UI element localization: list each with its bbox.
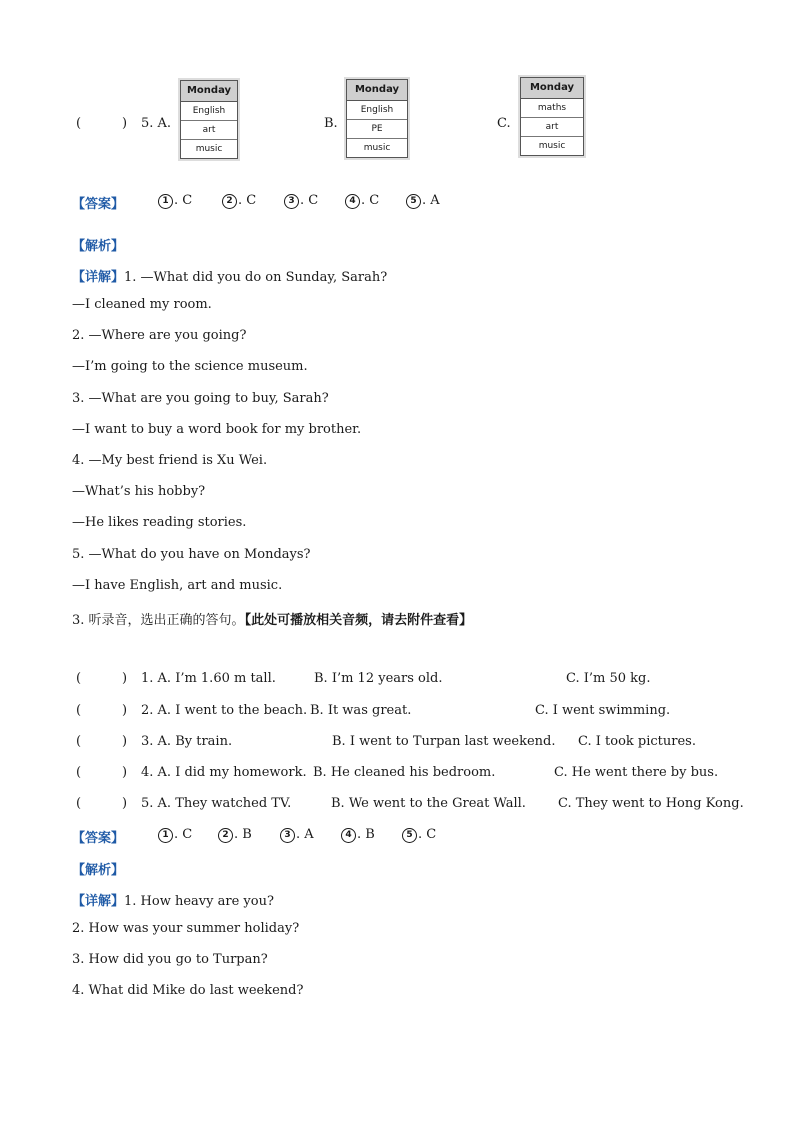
answer-item: 1 . C xyxy=(158,827,192,843)
timetable-a-row-1: English xyxy=(181,102,237,121)
circled-number: 5 xyxy=(406,194,421,209)
detail-label: 【详解】 xyxy=(72,270,125,285)
option-b-label: B. xyxy=(324,116,338,131)
circled-number: 2 xyxy=(218,828,233,843)
answer-paren-close: ) xyxy=(122,796,128,811)
answer-paren-close: ) xyxy=(122,671,128,686)
answer-paren-close: ) xyxy=(122,765,128,780)
answer-paren-close: ) xyxy=(122,734,128,749)
detail-line: —I want to buy a word book for my brother. xyxy=(72,422,362,437)
answer-paren-open: ( xyxy=(76,734,82,749)
detail-line: —I’m going to the science museum. xyxy=(72,359,308,374)
detail-line: 3. —What are you going to buy, Sarah? xyxy=(72,391,329,406)
question-5-label: 5. A. xyxy=(141,116,172,131)
detail-line: 5. —What do you have on Mondays? xyxy=(72,547,311,562)
answer-item: 5 . A xyxy=(406,193,440,209)
detail-line: 2. How was your summer holiday? xyxy=(72,921,300,936)
circled-number: 1 xyxy=(158,828,173,843)
timetable-b-row-1: English xyxy=(347,101,407,120)
circled-number: 4 xyxy=(345,194,360,209)
answer-paren-open: ( xyxy=(76,796,82,811)
timetable-b-row-2: PE xyxy=(347,120,407,139)
answer-paren-close: ) xyxy=(122,116,128,131)
circled-number: 1 xyxy=(158,194,173,209)
option-b: B. I’m 12 years old. xyxy=(314,671,443,686)
option-b: B. We went to the Great Wall. xyxy=(331,796,526,811)
detail-line: 2. —Where are you going? xyxy=(72,328,247,343)
option-a: 4. A. I did my homework. xyxy=(141,765,307,780)
answer-item: 3 . C xyxy=(284,193,318,209)
timetable-c-row-3: music xyxy=(538,141,566,151)
detail-line: —He likes reading stories. xyxy=(72,515,247,530)
answer-item: 3 . A xyxy=(280,827,314,843)
option-b: B. It was great. xyxy=(310,703,412,718)
detail-line: 【详解】1. How heavy are you? xyxy=(72,894,274,909)
answer-item: 5 . C xyxy=(402,827,436,843)
answer-paren-open: ( xyxy=(76,765,82,780)
answer-paren-close: ) xyxy=(122,703,128,718)
option-c: C. They went to Hong Kong. xyxy=(558,796,744,811)
timetable-c-head: Monday xyxy=(521,78,583,99)
timetable-a-head: Monday xyxy=(181,81,237,102)
answer-paren-open: ( xyxy=(76,116,82,131)
answer-item: 2 . C xyxy=(222,193,256,209)
circled-number: 2 xyxy=(222,194,237,209)
detail-label: 【详解】 xyxy=(72,894,125,909)
circled-number: 3 xyxy=(280,828,295,843)
option-c: C. I’m 50 kg. xyxy=(566,671,651,686)
answer-item: 4 . C xyxy=(345,193,379,209)
option-c: C. He went there by bus. xyxy=(554,765,719,780)
timetable-c xyxy=(520,77,584,156)
option-a: 5. A. They watched TV. xyxy=(141,796,292,811)
answer-item: 4 . B xyxy=(341,827,375,843)
answer-paren-open: ( xyxy=(76,703,82,718)
detail-line: —I cleaned my room. xyxy=(72,297,212,312)
circled-number: 5 xyxy=(402,828,417,843)
detail-line: 【详解】1. —What did you do on Sunday, Sarah? xyxy=(72,270,388,285)
option-a: 3. A. By train. xyxy=(141,734,233,749)
option-c: C. I took pictures. xyxy=(578,734,696,749)
timetable-b xyxy=(346,79,408,158)
timetable-a-row-3: music xyxy=(195,144,223,154)
timetable-b-head: Monday xyxy=(347,80,407,101)
answer-label: 【答案】 xyxy=(72,831,125,846)
timetable-b-row-3: music xyxy=(363,143,391,153)
answer-item: 2 . B xyxy=(218,827,252,843)
circled-number: 4 xyxy=(341,828,356,843)
timetable-a-row-2: art xyxy=(181,121,237,140)
option-a: 2. A. I went to the beach. xyxy=(141,703,308,718)
timetable-c-row-1: maths xyxy=(521,99,583,118)
timetable-a xyxy=(180,80,238,159)
answer-label: 【答案】 xyxy=(72,197,125,212)
option-b: B. He cleaned his bedroom. xyxy=(313,765,496,780)
timetable-c-row-2: art xyxy=(521,118,583,137)
detail-line: 4. What did Mike do last weekend? xyxy=(72,983,304,998)
detail-line: 4. —My best friend is Xu Wei. xyxy=(72,453,268,468)
detail-line: —I have English, art and music. xyxy=(72,578,283,593)
option-c: C. I went swimming. xyxy=(535,703,671,718)
analysis-label: 【解析】 xyxy=(72,863,125,878)
detail-line: —What’s his hobby? xyxy=(72,484,206,499)
answer-item: 1 . C xyxy=(158,193,192,209)
answer-paren-open: ( xyxy=(76,671,82,686)
detail-line: 3. How did you go to Turpan? xyxy=(72,952,268,967)
circled-number: 3 xyxy=(284,194,299,209)
option-c-label: C. xyxy=(497,116,511,131)
option-a: 1. A. I’m 1.60 m tall. xyxy=(141,671,276,686)
option-b: B. I went to Turpan last weekend. xyxy=(332,734,556,749)
section-3-title: 3. 听录音，选出正确的答句。【此处可播放相关音频，请去附件查看】 xyxy=(72,613,473,628)
analysis-label: 【解析】 xyxy=(72,239,125,254)
